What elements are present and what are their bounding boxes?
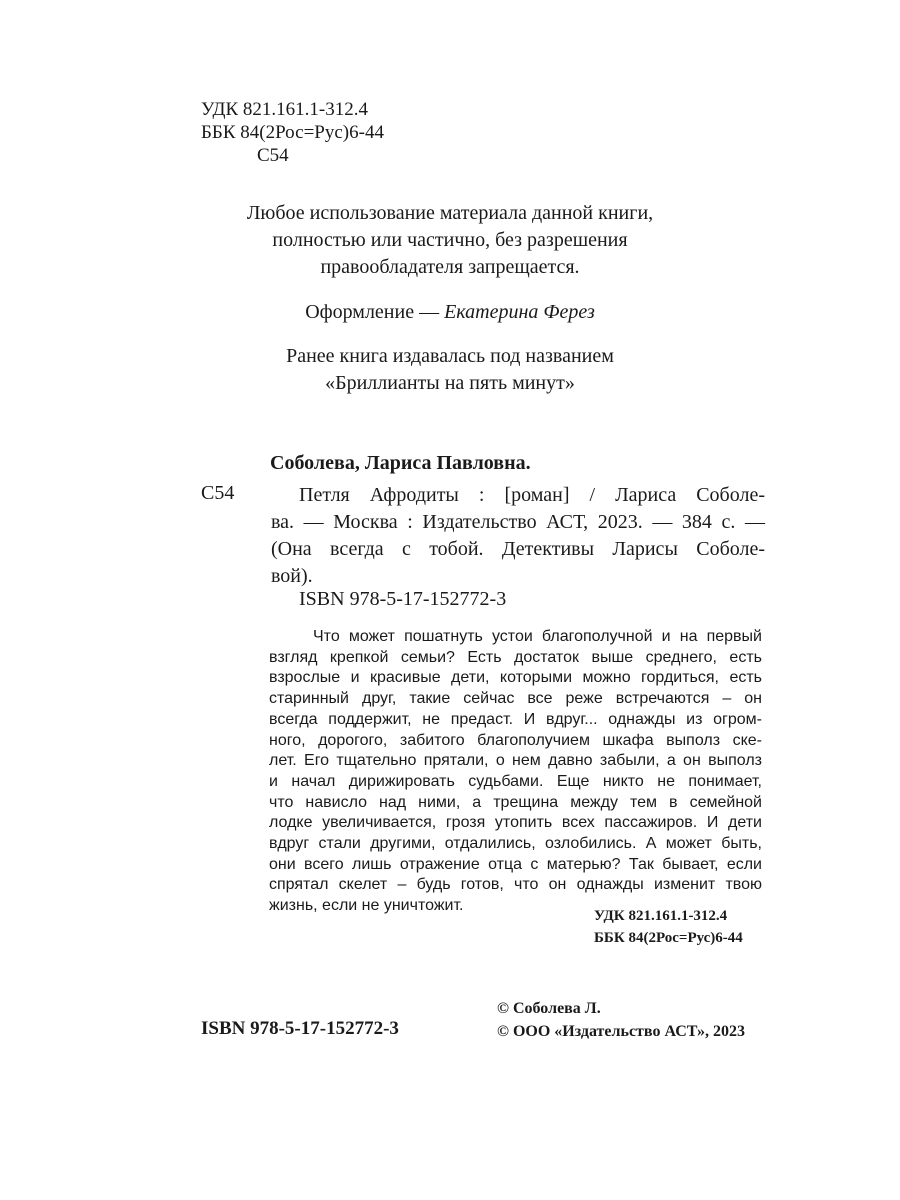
footer-isbn: ISBN 978-5-17-152772-3	[201, 1018, 399, 1039]
annotation-line: взрослые и красивые дети, которыми можно гордиться, есть	[269, 669, 762, 687]
bib-code: С54	[201, 482, 235, 504]
annotation-line: жизнь, если не уничтожит.	[269, 897, 464, 915]
annotation-line: всегда поддержит, не предаст. И вдруг... однажды из огром-	[269, 710, 762, 728]
previous-title-line-1: Ранее книга издавалась под названием	[286, 345, 614, 367]
bbk-top: ББК 84(2Рос=Рус)6-44	[201, 122, 384, 143]
bib-line-2: ва. — Москва : Издательство АСТ, 2023. — 384 с. —	[271, 511, 765, 533]
bib-isbn: ISBN 978-5-17-152772-3	[299, 588, 507, 610]
notice-line-2: полностью или частично, без разрешения	[272, 229, 628, 251]
annotation-line: они всего лишь отражение отца с матерью? Так бывает, если	[269, 855, 762, 873]
bbk-bottom: ББК 84(2Рос=Рус)6-44	[594, 930, 743, 946]
bib-author: Соболева, Лариса Павловна.	[270, 452, 531, 474]
previous-title-line-2: «Бриллианты на пять минут»	[325, 372, 575, 394]
annotation-line: и начал дирижировать судьбами. Еще никто не понимает,	[269, 772, 762, 790]
bib-line-4: вой).	[271, 565, 313, 587]
annotation-line: вдруг стали другими, отдалились, озлобились. А может быть,	[269, 835, 762, 853]
designer-name: Екатерина Ферез	[444, 301, 595, 323]
annotation-line: спрятал скелет – будь готов, что он однажды изменит твою	[269, 876, 762, 894]
udk-bottom: УДК 821.161.1-312.4	[594, 908, 728, 924]
annotation	[269, 627, 762, 917]
annotation-line: лет. Его тщательно прятали, о нем давно забыли, а он выполз	[269, 752, 762, 770]
design-credit	[0, 301, 900, 324]
annotation-line: ного, дорогого, забитого благополучием шкафа выполз ске-	[269, 731, 762, 749]
bib-line-1: Петля Афродиты : [роман] / Лариса Соболе-	[299, 484, 765, 506]
copyright-publisher: © ООО «Издательство АСТ», 2023	[497, 1023, 746, 1040]
author-code-top: С54	[257, 145, 289, 166]
annotation-line: Что может пошатнуть устои благополучной и на первый	[313, 628, 762, 645]
udk-top: УДК 821.161.1-312.4	[201, 99, 368, 120]
annotation-line: лодке увеличивается, грозя утопить всех пассажиров. И дети	[269, 814, 762, 832]
annotation-line: старинный друг, такие сейчас все реже встречаются – он	[269, 690, 762, 708]
design-label: Оформление —	[305, 301, 445, 323]
bib-description	[271, 482, 765, 590]
bib-line-3: (Она всегда с тобой. Детективы Ларисы Соболе-	[271, 538, 765, 560]
annotation-line: что нависло над ними, а трещина между тем в семейной	[269, 793, 762, 811]
copyright-author: © Соболева Л.	[497, 1000, 601, 1017]
annotation-line: взгляд крепкой семьи? Есть достаток выше среднего, есть	[269, 648, 762, 666]
notice-line-1: Любое использование материала данной книги,	[246, 202, 654, 224]
notice-line-3: правообладателя запрещается.	[320, 256, 580, 278]
